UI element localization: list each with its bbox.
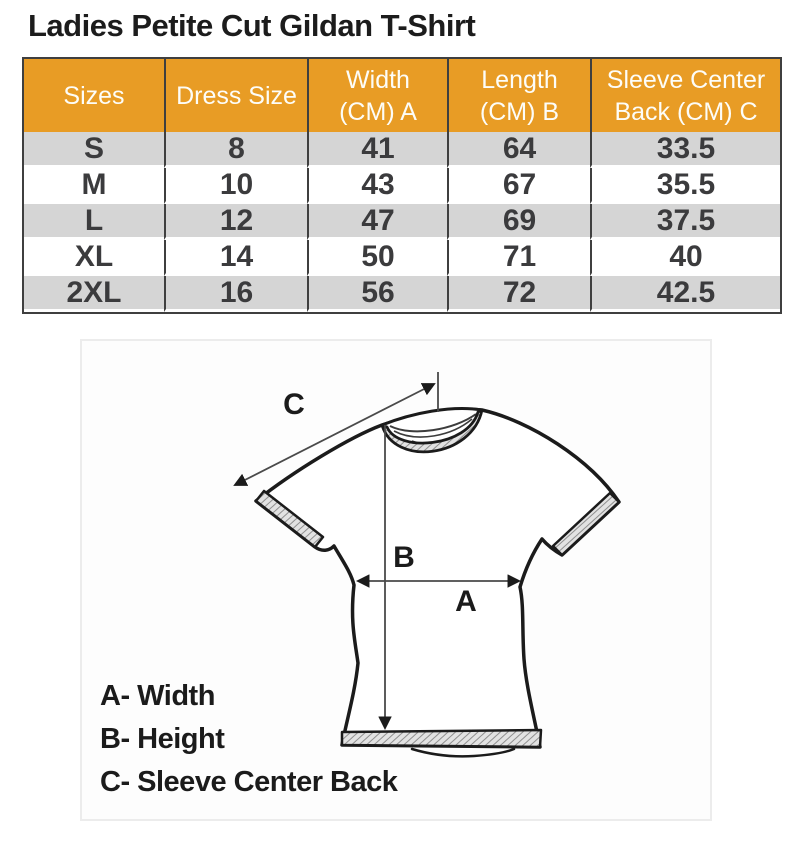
legend-item-a: A- Width [100,680,215,712]
table-row [24,276,780,312]
cell-sleeve: 37.5 [590,204,780,240]
table-row [24,204,780,240]
header-label: Dress Size [176,81,297,110]
label-b: B [393,541,415,574]
cell-sleeve: 33.5 [590,132,780,168]
measurement-diagram [80,339,712,821]
table-header-row [24,59,780,132]
cell-dress-size: 10 [164,168,307,204]
cell-width: 50 [307,240,447,276]
cell-dress-size: 8 [164,132,307,168]
size-table [22,57,782,314]
header-label: (CM) A [339,97,417,126]
cell-length: 64 [447,132,590,168]
cell-width: 56 [307,276,447,312]
label-a: A [455,585,477,618]
header-label: (CM) B [479,97,560,126]
legend-item-c: C- Sleeve Center Back [100,766,398,798]
diagram-legend [100,675,397,804]
table-row [24,132,780,168]
cell-length: 69 [447,204,590,240]
cell-length: 71 [447,240,590,276]
legend-item-b: B- Height [100,723,225,755]
table-row [24,240,780,276]
cell-width: 47 [307,204,447,240]
cell-sleeve: 40 [590,240,780,276]
table-row [24,168,780,204]
cell-sleeve: 42.5 [590,276,780,312]
header-label: Sleeve Center [606,65,766,94]
cell-width: 41 [307,132,447,168]
header-label: Sizes [63,81,125,110]
cell-length: 72 [447,276,590,312]
cell-dress-size: 16 [164,276,307,312]
page-title: Ladies Petite Cut Gildan T-Shirt [28,8,476,43]
col-header-sleeve-center-back [590,59,780,132]
cell-size: L [24,204,164,240]
header-label: Back (CM) C [614,97,758,126]
cell-length: 67 [447,168,590,204]
cell-dress-size: 12 [164,204,307,240]
cell-dress-size: 14 [164,240,307,276]
col-header-sizes [24,59,164,132]
col-header-width [307,59,447,132]
header-label: Length [481,65,558,94]
label-c: C [283,388,305,421]
cell-width: 43 [307,168,447,204]
header-label: Width [346,65,410,94]
cell-size: M [24,168,164,204]
col-header-dress-size [164,59,307,132]
cell-size: XL [24,240,164,276]
hem-bottom-edge [412,749,514,756]
cell-size: S [24,132,164,168]
cell-sleeve: 35.5 [590,168,780,204]
col-header-length [447,59,590,132]
cell-size: 2XL [24,276,164,312]
